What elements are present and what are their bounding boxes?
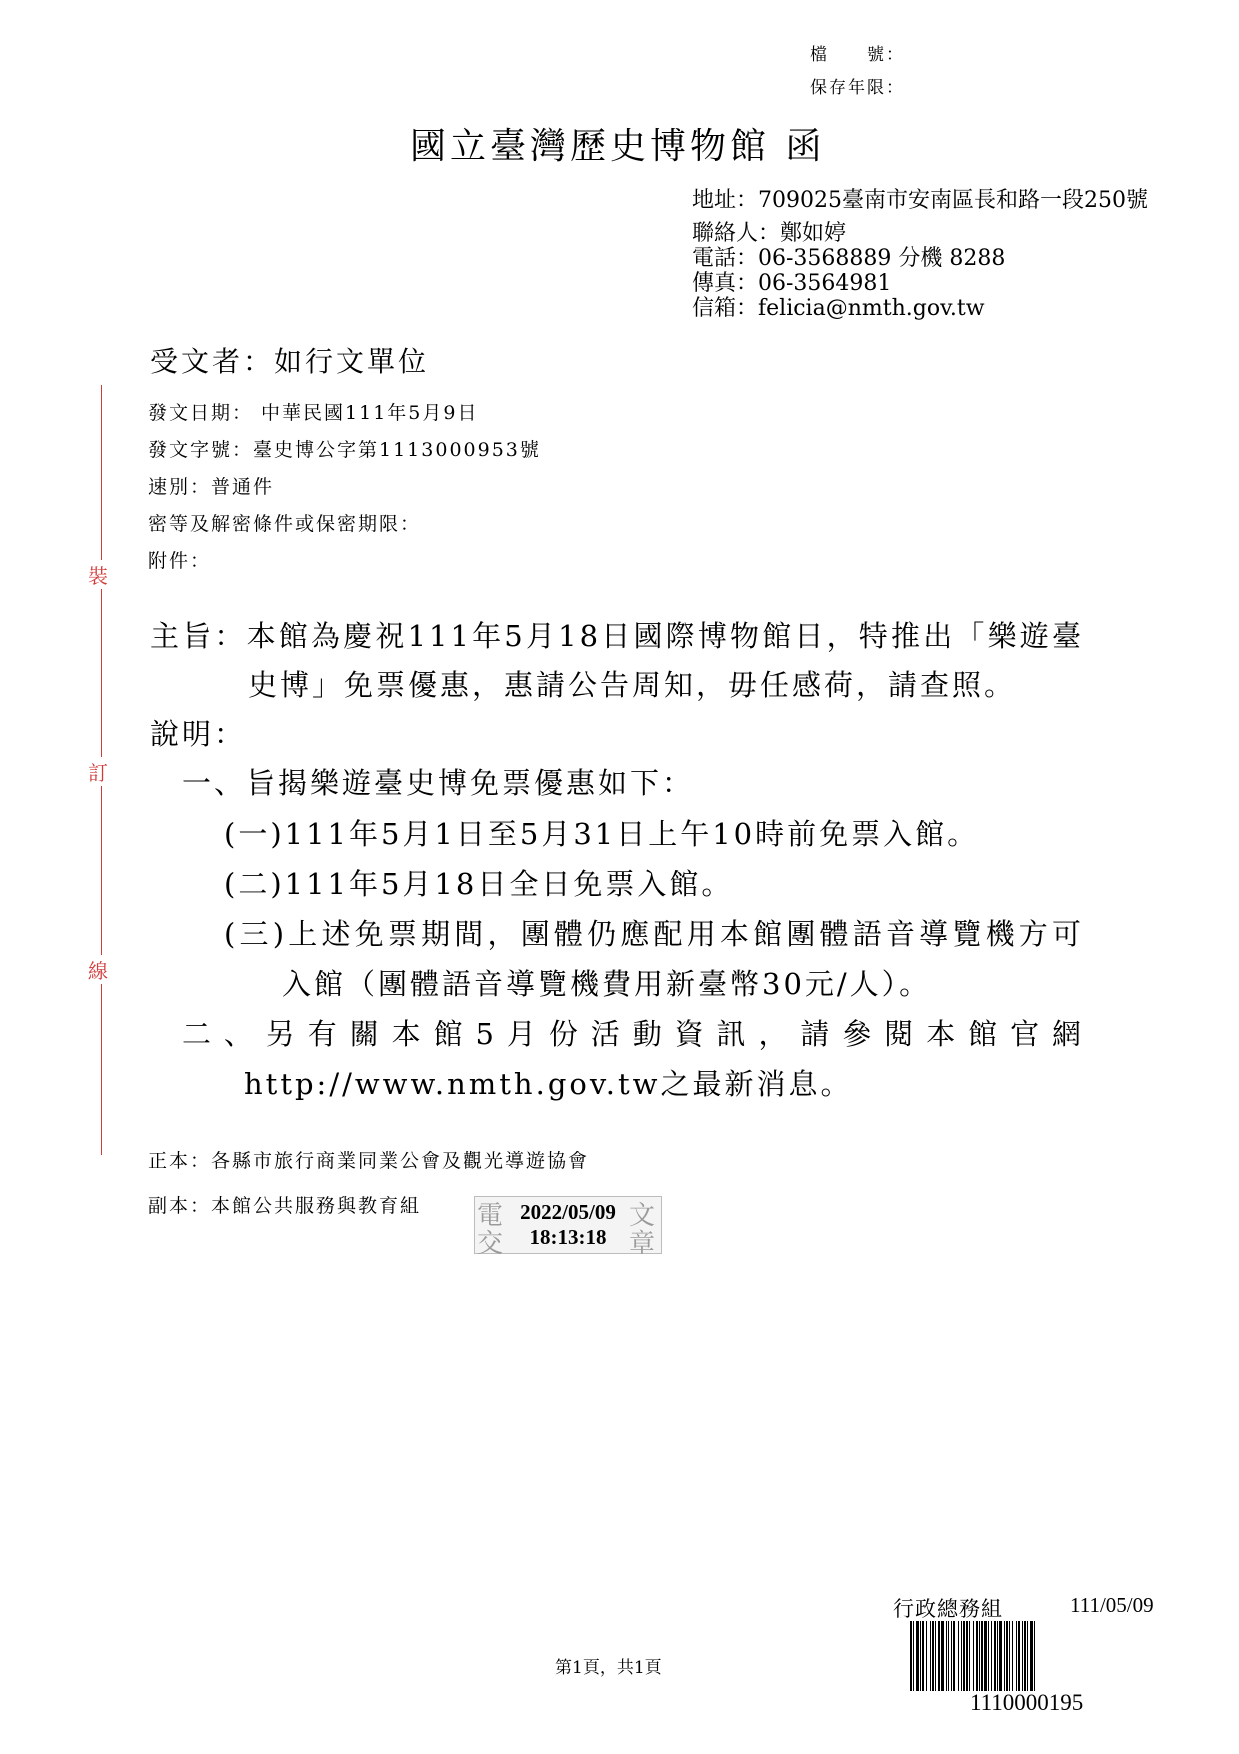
contact-address: 地址：709025臺南市安南區長和路一段250號	[692, 188, 1148, 213]
barcode-bar	[994, 1621, 996, 1691]
barcode-bar	[984, 1621, 987, 1691]
stamp-time: 18:13:18	[529, 1225, 607, 1249]
barcode-bar	[1009, 1621, 1010, 1691]
subject-line-2: 史博」免票優惠，惠請公告周知，毋任感荷，請查照。	[248, 668, 1017, 702]
barcode-bar	[976, 1621, 978, 1691]
contact-person: 聯絡人：鄭如婷	[692, 221, 847, 246]
barcode-bar	[958, 1621, 959, 1691]
barcode-bar	[1012, 1621, 1013, 1691]
delivery-speed: 速別：普通件	[148, 476, 275, 498]
barcode-bar	[922, 1621, 924, 1691]
barcode-bar	[991, 1621, 992, 1691]
secrecy-level: 密等及解密條件或保密期限：	[148, 513, 422, 535]
binding-mark-ding: 訂	[88, 757, 108, 786]
barcode-bar	[997, 1621, 998, 1691]
barcode-bar	[1016, 1621, 1017, 1691]
explanation-sub-1: (一)111年5月1日至5月31日上午10時前免票入館。	[224, 817, 980, 851]
recipient: 受文者：如行文單位	[150, 345, 430, 378]
barcode	[910, 1621, 1166, 1691]
electronic-exchange-stamp	[474, 1196, 662, 1259]
barcode-bar	[935, 1621, 936, 1691]
barcode-bar	[953, 1621, 955, 1691]
stamp-decoration: 電	[477, 1201, 504, 1231]
barcode-bar	[948, 1621, 949, 1691]
barcode-number: 1110000195	[970, 1690, 1084, 1715]
barcode-bar	[941, 1621, 944, 1691]
barcode-bar	[979, 1621, 980, 1691]
barcode-bar	[963, 1621, 965, 1691]
binding-mark-xian: 線	[88, 955, 108, 984]
contact-email: 信箱：felicia@nmth.gov.tw	[692, 296, 985, 321]
barcode-bar	[926, 1621, 927, 1691]
explanation-label: 說明：	[150, 717, 247, 751]
barcode-bar	[1034, 1621, 1035, 1691]
binding-mark-zhuang: 裝	[88, 560, 108, 589]
attachments: 附件：	[148, 550, 212, 572]
barcode-bar	[938, 1621, 940, 1691]
explanation-item-2-line-2: http://www.nmth.gov.tw之最新消息。	[244, 1067, 853, 1101]
explanation-sub-2: (二)111年5月18日全日免票入館。	[224, 867, 734, 901]
barcode-bar	[951, 1621, 952, 1691]
explanation-sub-3-line-1: (三)上述免票期間，團體仍應配用本館團體語音導覽機方可	[224, 917, 1084, 951]
barcode-bar	[913, 1621, 914, 1691]
receiving-date: 111/05/09	[1070, 1593, 1154, 1617]
barcode-bar	[1018, 1621, 1020, 1691]
subject-line-1: 主旨：本館為慶祝111年5月18日國際博物館日，特推出「樂遊臺	[150, 619, 1084, 653]
retention-period-label: 保存年限：	[810, 78, 905, 98]
explanation-item-2-line-1: 二、另有關本館5月份活動資訊，請參閱本館官網	[182, 1017, 1084, 1051]
page-number: 第1頁，共1頁	[555, 1658, 662, 1678]
document-title: 國立臺灣歷史博物館 函	[410, 126, 826, 167]
barcode-bar	[1004, 1621, 1005, 1691]
barcode-bar	[981, 1621, 983, 1691]
barcode-bar	[932, 1621, 934, 1691]
barcode-bar	[999, 1621, 1002, 1691]
explanation-item-1: 一、旨揭樂遊臺史博免票優惠如下：	[182, 766, 695, 800]
document-number: 發文字號：臺史博公字第1113000953號	[148, 439, 541, 461]
barcode-bar	[973, 1621, 974, 1691]
copy-recipients: 副本：本館公共服務與教育組	[148, 1195, 422, 1217]
barcode-bar	[1024, 1621, 1026, 1691]
barcode-bar	[1022, 1621, 1023, 1691]
barcode-bar	[1006, 1621, 1008, 1691]
explanation-sub-3-line-2: 入館（團體語音導覽機費用新臺幣30元/人）。	[282, 967, 932, 1001]
contact-phone: 電話：06-3568889 分機 8288	[692, 246, 1006, 271]
barcode-bar	[988, 1621, 989, 1691]
barcode-bar	[966, 1621, 968, 1691]
stamp-date: 2022/05/09	[520, 1200, 616, 1224]
stamp-decoration: 交	[477, 1229, 504, 1259]
barcode-bar	[1027, 1621, 1028, 1691]
stamp-decoration: 文	[629, 1201, 656, 1231]
barcode-bar	[1030, 1621, 1033, 1691]
barcode-bar	[946, 1621, 947, 1691]
contact-fax: 傳真：06-3564981	[692, 271, 892, 296]
barcode-bar	[916, 1621, 919, 1691]
barcode-bar	[961, 1621, 962, 1691]
barcode-bar	[910, 1621, 912, 1691]
barcode-bar	[920, 1621, 921, 1691]
barcode-bar	[930, 1621, 931, 1691]
file-number-label: 檔 號：	[810, 45, 905, 65]
issue-date: 發文日期： 中華民國111年5月9日	[148, 402, 479, 424]
original-recipients: 正本：各縣市旅行商業同業公會及觀光導遊協會	[148, 1150, 590, 1172]
receiving-department: 行政總務組	[893, 1597, 1003, 1621]
barcode-bar	[969, 1621, 970, 1691]
stamp-decoration: 章	[629, 1229, 656, 1259]
